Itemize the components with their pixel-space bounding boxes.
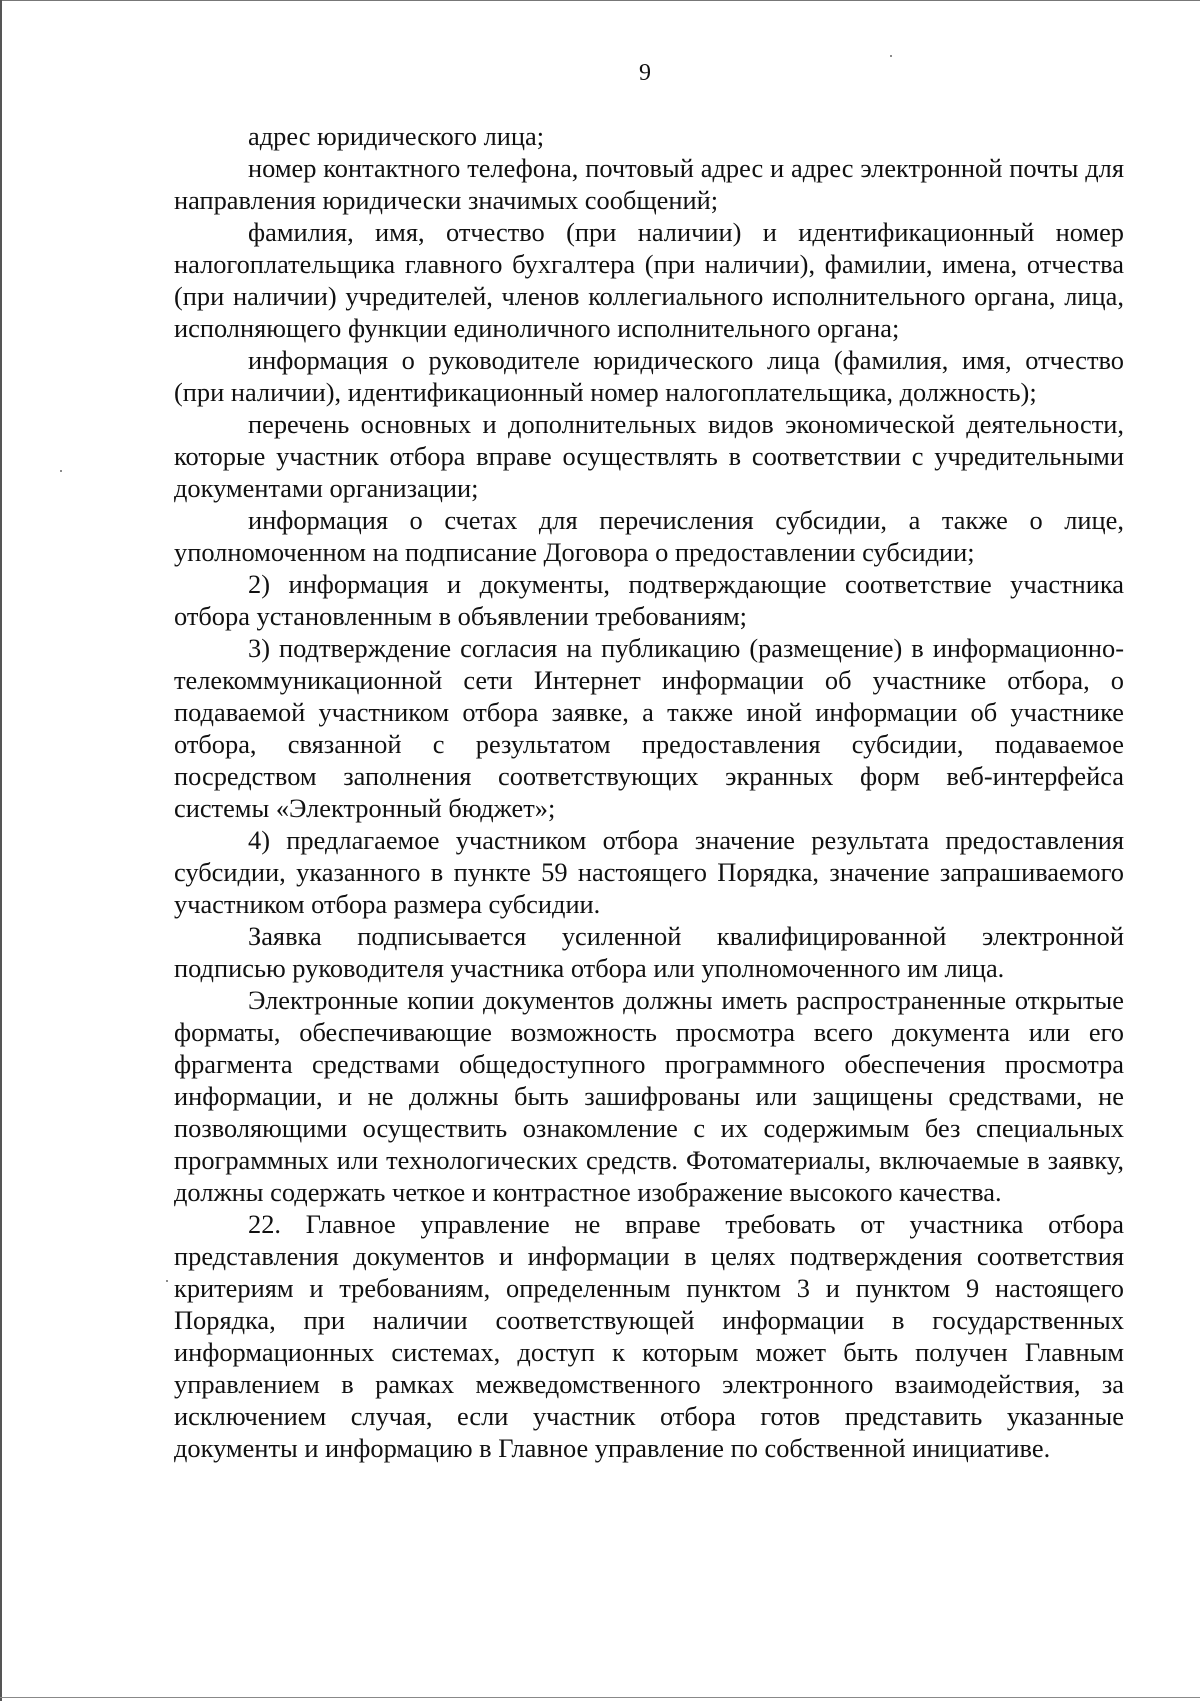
scan-speck [890,55,892,57]
scan-edge-bottom [0,1697,1200,1698]
paragraph: 22. Главное управление не вправе требовать от участника отбора представления документов и информации в целях подтверждения соответствия критериям и требованиям, определенным пунктом 3 и пунктом 9 настоящего Порядка, при наличии соответствующей информации в государственных информационных системах, доступ к которым может быть получен Главным управлением в рамках межведомственного электронного взаимодействия, за исключением случая, если участник отбора готов представить указанные документы и информацию в Главное управление по собственной инициативе. [174,1209,1124,1463]
paragraph: фамилия, имя, отчество (при наличии) и идентификационный номер налогоплательщика главного бухгалтера (при наличии), фамилии, имена, отчества (при наличии) учредителей, членов коллегиального исполнительного органа, лица, исполняющего функции единоличного исполнительного органа; [174,217,1124,343]
scan-edge-left [0,0,2,1701]
paragraph: Электронные копии документов должны иметь распространенные открытые форматы, обеспечивающие возможность просмотра всего документа или его фрагмента средствами общедоступного программного обеспечения просмотра информации, и не должны быть зашифрованы или защищены средствами, не позволяющими осуществить ознакомление с их содержимым без специальных программных или технологических средств. Фотоматериалы, включаемые в заявку, должны содержать четкое и контрастное изображение высокого качества. [174,985,1124,1207]
scan-edge-top [0,0,1200,1]
scan-speck [166,1280,168,1282]
paragraph: 2) информация и документы, подтверждающие соответствие участника отбора установленным в объявлении требованиям; [174,569,1124,631]
paragraph: 3) подтверждение согласия на публикацию (размещение) в информационно-телекоммуникационной сети Интернет информации об участнике отбора, о подаваемой участником отбора заявке, а также иной информации об участнике отбора, связанной с результатом предоставления субсидии, подаваемое посредством заполнения соответствующих экранных форм веб-интерфейса системы «Электронный бюджет»; [174,633,1124,823]
paragraph: 4) предлагаемое участником отбора значение результата предоставления субсидии, указанного в пункте 59 настоящего Порядка, значение запрашиваемого участником отбора размера субсидии. [174,825,1124,919]
paragraph: адрес юридического лица; [248,121,545,151]
page-number: 9 [639,60,651,86]
paragraph: Заявка подписывается усиленной квалифицированной электронной подписью руководителя участника отбора или уполномоченного им лица. [174,921,1124,983]
scan-speck [60,470,62,472]
paragraph: информация о руководителе юридического лица (фамилия, имя, отчество (при наличии), идентификационный номер налогоплательщика, должность); [174,345,1124,407]
paragraph: номер контактного телефона, почтовый адрес и адрес электронной почты для направления юридически значимых сообщений; [174,153,1124,215]
document-body [174,120,1124,1464]
paragraph: информация о счетах для перечисления субсидии, а также о лице, уполномоченном на подписание Договора о предоставлении субсидии; [174,505,1124,567]
paragraph: перечень основных и дополнительных видов экономической деятельности, которые участник отбора вправе осуществлять в соответствии с учредительными документами организации; [174,409,1124,503]
